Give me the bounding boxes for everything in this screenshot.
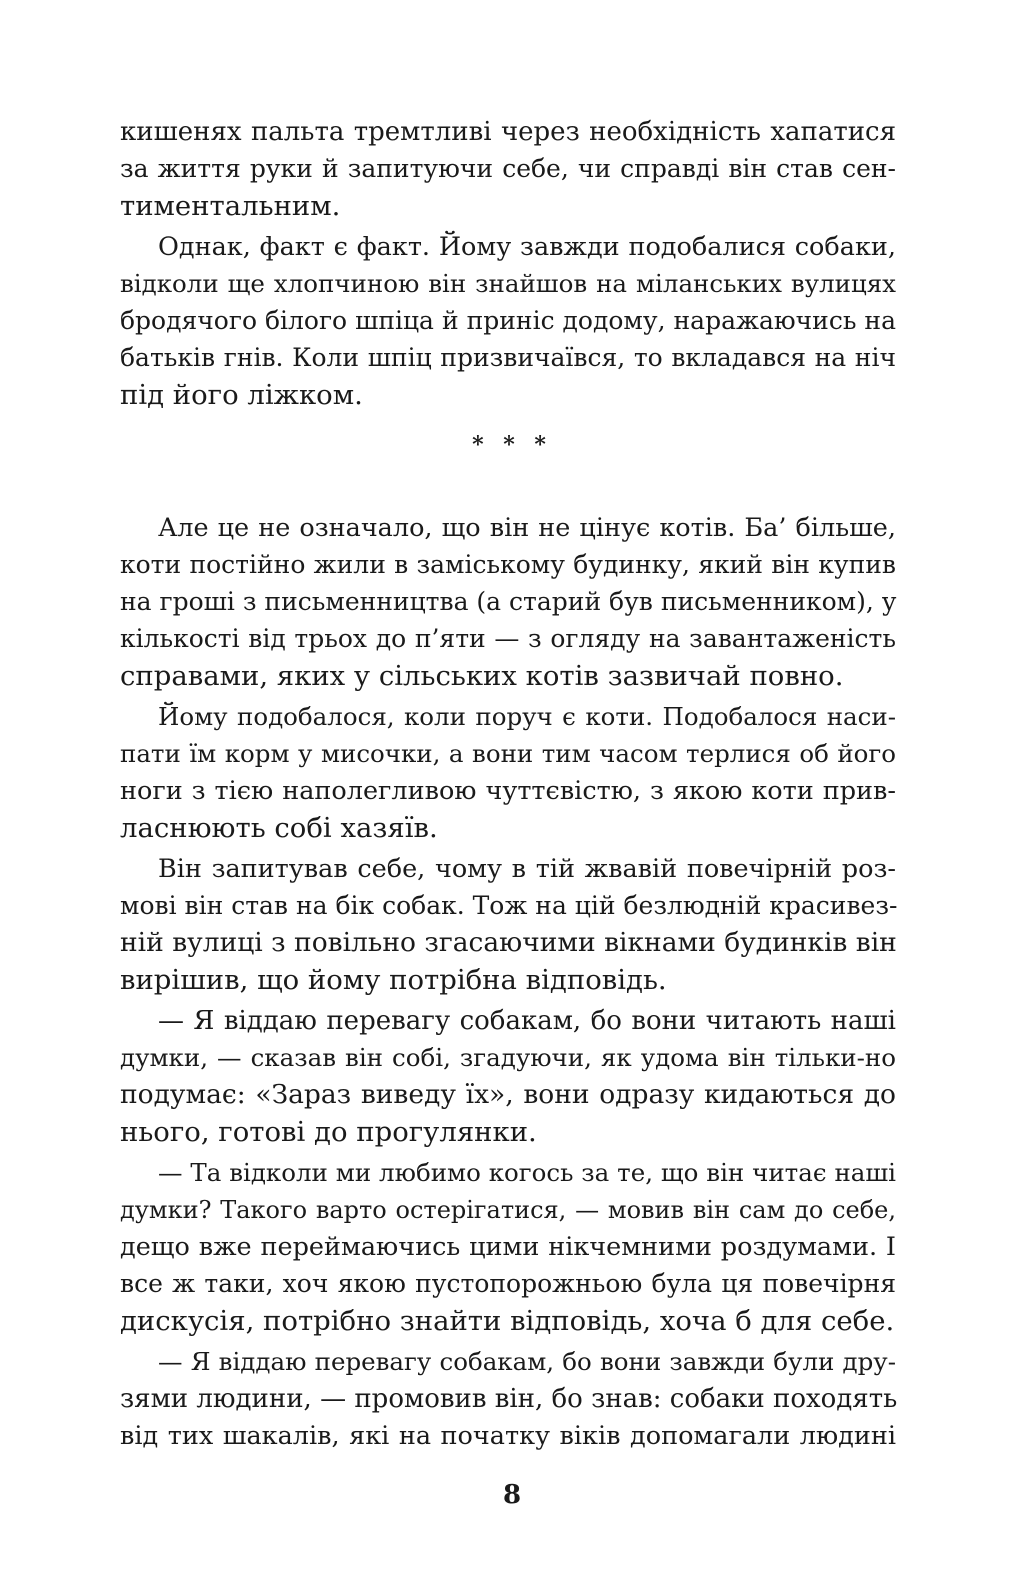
text-line: ласнюють собі хазяїв.	[120, 812, 438, 844]
text-line: зями людини, — промовив він, бо знав: собаки походять	[120, 1384, 898, 1414]
text-line: пати їм корм у мисочки, а вони тим часом терлися об його	[120, 739, 896, 768]
text-line: ноги з тією наполегливою чуттєвістю, з якою коти прив-	[120, 776, 896, 806]
text-line: від тих шакалів, які на початку віків допомагали людині	[120, 1421, 896, 1451]
text-line: відколи ще хлопчиною він знайшов на міланських вулицях	[120, 269, 896, 298]
text-line: Але це не означало, що він не цінує котів. Ба’ більше,	[158, 513, 896, 543]
text-line: Він запитував себе, чому в тій жвавій повечірній роз-	[158, 854, 896, 884]
text-line: під його ліжком.	[120, 379, 363, 411]
text-line: бродячого білого шпіца й приніс додому, наражаючись на	[120, 306, 896, 335]
text-line: дискусія, потрібно знайти відповідь, хоча б для себе.	[120, 1305, 895, 1337]
text-line: тиментальним.	[120, 190, 341, 222]
text-line: дещо вже переймаючись цими нікчемними роздумами. І	[120, 1232, 896, 1262]
text-line: Йому подобалося, коли поруч є коти. Подобалося наси-	[158, 702, 896, 731]
text-line: подумає: «Зараз виведу їх», вони одразу кидаються до	[120, 1079, 896, 1110]
text-line: кишенях пальта тремтливі через необхідність хапатися	[120, 117, 896, 147]
text-line: думки? Такого варто остерігатися, — мовив він сам до себе,	[120, 1196, 896, 1224]
page-number: 8	[502, 1480, 522, 1510]
text-line: думки, — сказав він собі, згадуючи, як удома він тільки-но	[120, 1043, 896, 1072]
text-line: за життя руки й запитуючи себе, чи справді він став сен-	[120, 154, 896, 183]
text-line: — Та відколи ми любимо когось за те, що він читає наші	[158, 1158, 896, 1187]
text-line: кількості від трьох до п’яти — з огляду на завантаженість	[120, 624, 896, 653]
text-line: вирішив, що йому потрібна відповідь.	[120, 964, 667, 996]
section-separator: * * *	[472, 432, 552, 458]
text-line: нього, готові до прогулянки.	[120, 1116, 537, 1148]
text-line: на гроші з письменництва (а старий був письменником), у	[120, 587, 897, 616]
text-line: Однак, факт є факт. Йому завжди подобалися собаки,	[158, 232, 896, 262]
text-line: справами, яких у сільських котів зазвичай повно.	[120, 660, 844, 692]
text-line: — Я віддаю перевагу собакам, бо вони читають наші	[158, 1006, 896, 1036]
text-line: батьків гнів. Коли шпіц призвичаївся, то вкладався на ніч	[120, 343, 896, 372]
text-line: все ж таки, хоч якою пустопорожньою була ця повечірня	[120, 1269, 896, 1298]
text-line: ній вулиці з повільно згасаючими вікнами будинків він	[120, 927, 897, 958]
text-line: мові він став на бік собак. Тож на цій безлюдній красивез-	[120, 891, 898, 920]
text-line: коти постійно жили в заміському будинку, який він купив	[120, 550, 896, 579]
text-line: — Я віддаю перевагу собакам, бо вони завжди були дру-	[158, 1347, 896, 1376]
